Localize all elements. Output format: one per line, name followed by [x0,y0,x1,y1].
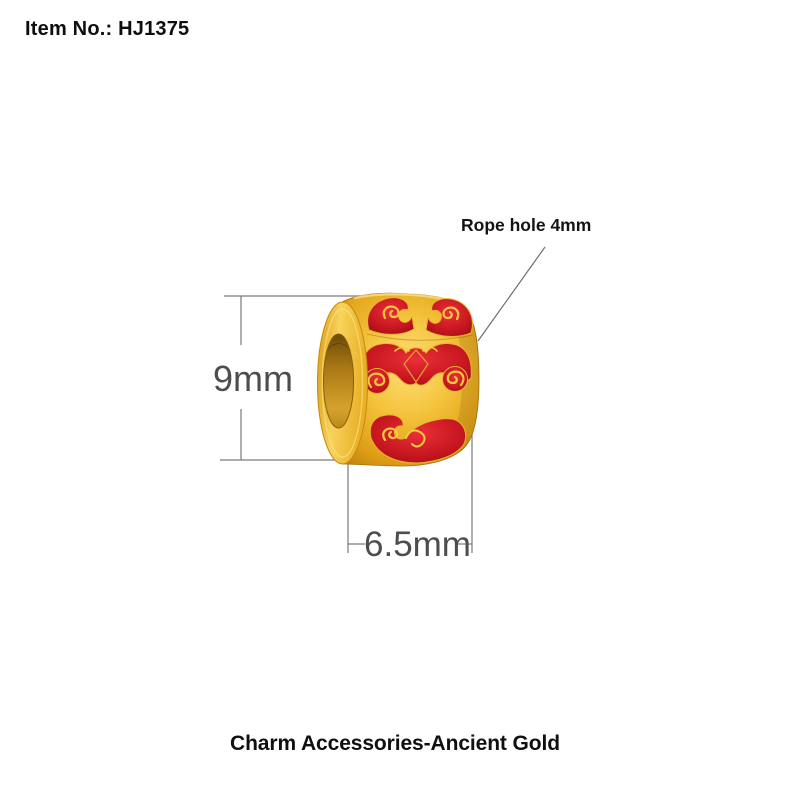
rope-hole-pointer-line [478,247,545,341]
gold-charm-bead-icon [315,288,485,473]
rope-hole-label: Rope hole 4mm [461,215,592,235]
height-measurement-label: 9mm [213,358,293,399]
width-measurement-label: 6.5mm [364,525,471,564]
item-number-label: Item No.: HJ1375 [25,18,190,40]
product-caption: Charm Accessories-Ancient Gold [230,732,560,755]
